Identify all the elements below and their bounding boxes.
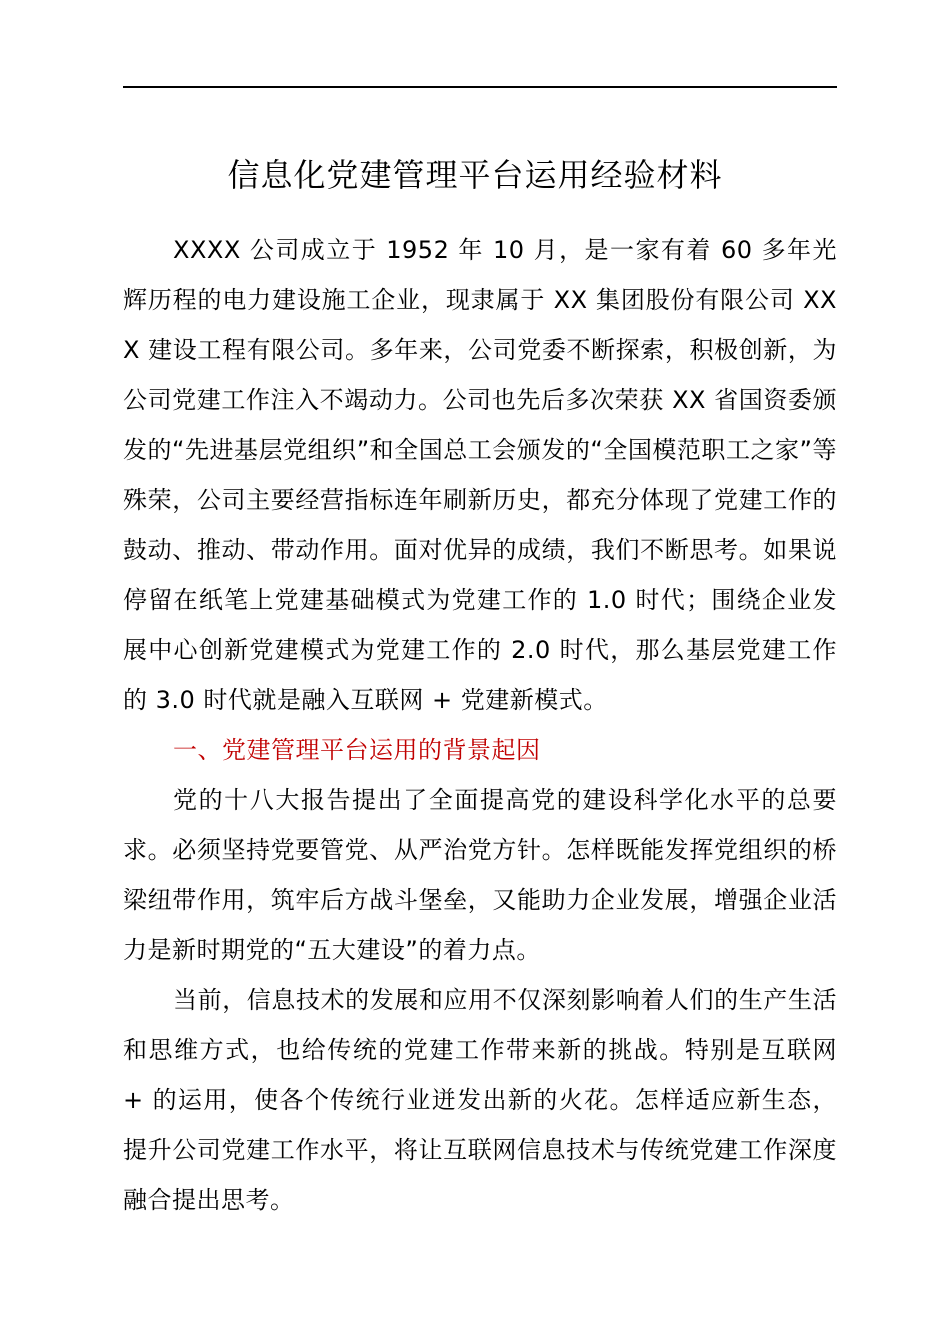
- section-paragraph: 党的十八大报告提出了全面提高党的建设科学化水平的总要求。必须坚持党要管党、从严治党方针。怎样既能发挥党组织的桥梁纽带作用，筑牢后方战斗堡垒，又能助力企业发展，增强企业活力是新时期党的“五大建设”的着力点。: [123, 786, 837, 964]
- intro-paragraph: XXXX 公司成立于 1952 年 10 月，是一家有着 60 多年光辉历程的电力建设施工企业，现隶属于 XX 集团股份有限公司 XXX 建设工程有限公司。多年来，公司党委不断探索，积极创新，为公司党建工作注入不竭动力。公司也先后多次荣获 XX 省国资委颁发的“先进基层党组织”和全国总工会颁发的“全国模范职工之家”等殊荣，公司主要经营指标连年刷新历史，都充分体现了党建工作的鼓动、推动、带动作用。面对优异的成绩，我们不断思考。如果说停留在纸笔上党建基础模式为党建工作的 1.0 时代；围绕企业发展中心创新党建模式为党建工作的 2.0 时代，那么基层党建工作的 3.0 时代就是融入互联网 + 党建新模式。: [123, 236, 837, 714]
- section-paragraph: 当前，信息技术的发展和应用不仅深刻影响着人们的生产生活和思维方式，也给传统的党建工作带来新的挑战。特别是互联网 + 的运用，使各个传统行业迸发出新的火花。怎样适应新生态，提升公司党建工作水平，将让互联网信息技术与传统党建工作深度融合提出思考。: [123, 986, 837, 1214]
- document-body: [123, 225, 837, 1225]
- document-title: 信息化党建管理平台运用经验材料: [227, 156, 723, 194]
- section-heading: 一、党建管理平台运用的背景起因: [173, 736, 541, 764]
- header-rule: [123, 86, 837, 88]
